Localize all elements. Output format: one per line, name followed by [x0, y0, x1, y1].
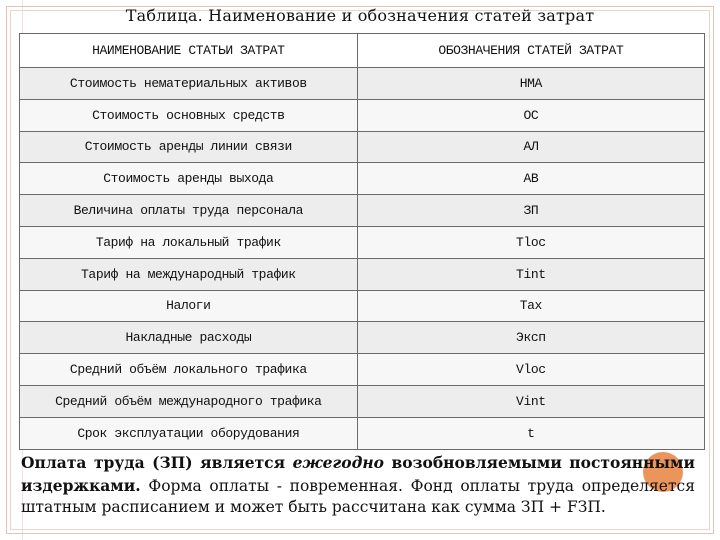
paragraph-rest: Форма оплаты - повременная. Фонд оплаты труда определяется штатным расписанием и может быть рассчитана как сумма ЗП + FЗП.: [21, 476, 695, 516]
cell-item-name: Средний объём локального трафика: [20, 354, 358, 386]
cell-item-name: Стоимость аренды выхода: [20, 163, 358, 195]
cost-items-table: [19, 33, 705, 450]
cell-item-name: Тариф на международный трафик: [20, 258, 358, 290]
cell-item-name: Стоимость аренды линии связи: [20, 131, 358, 163]
cell-item-code: Vloc: [357, 354, 704, 386]
table-row: [20, 131, 705, 163]
table-row: [20, 226, 705, 258]
cell-item-code: АВ: [357, 163, 704, 195]
cell-item-name: Стоимость основных средств: [20, 99, 358, 131]
cell-item-code: Tloc: [357, 226, 704, 258]
paragraph-lead: Оплата труда (ЗП) является: [21, 453, 293, 472]
cell-item-code: Tint: [357, 258, 704, 290]
table-row: [20, 163, 705, 195]
table-row: [20, 68, 705, 100]
table-row: [20, 195, 705, 227]
table-row: [20, 354, 705, 386]
cell-item-name: Стоимость нематериальных активов: [20, 68, 358, 100]
table-row: [20, 258, 705, 290]
table-row: [20, 99, 705, 131]
paragraph-emphasis: ежегодно: [292, 453, 384, 472]
cell-item-code: АЛ: [357, 131, 704, 163]
table-row: [20, 385, 705, 417]
table-caption: Таблица. Наименование и обозначения статей затрат: [125, 6, 595, 25]
cell-item-code: ОС: [357, 99, 704, 131]
cell-item-name: Налоги: [20, 290, 358, 322]
cell-item-code: ЗП: [357, 195, 704, 227]
cell-item-name: Срок эксплуатации оборудования: [20, 417, 358, 449]
table-row: [20, 417, 705, 449]
table-row: [20, 290, 705, 322]
cell-item-code: Tax: [357, 290, 704, 322]
cell-item-name: Тариф на локальный трафик: [20, 226, 358, 258]
cell-item-name: Накладные расходы: [20, 322, 358, 354]
header-item-code: ОБОЗНАЧЕНИЯ СТАТЕЙ ЗАТРАТ: [357, 34, 704, 68]
body-paragraph: [21, 452, 695, 519]
cell-item-code: Эксп: [357, 322, 704, 354]
paragraph-bold: возобновляемыми постоянными издержками.: [21, 453, 695, 495]
table-row: [20, 322, 705, 354]
cell-item-code: Vint: [357, 385, 704, 417]
header-item-name: НАИМЕНОВАНИЕ СТАТЬИ ЗАТРАТ: [20, 34, 358, 68]
table-header-row: [20, 34, 705, 68]
cell-item-code: НМА: [357, 68, 704, 100]
cell-item-name: Величина оплаты труда персонала: [20, 195, 358, 227]
cell-item-code: t: [357, 417, 704, 449]
cell-item-name: Средний объём международного трафика: [20, 385, 358, 417]
